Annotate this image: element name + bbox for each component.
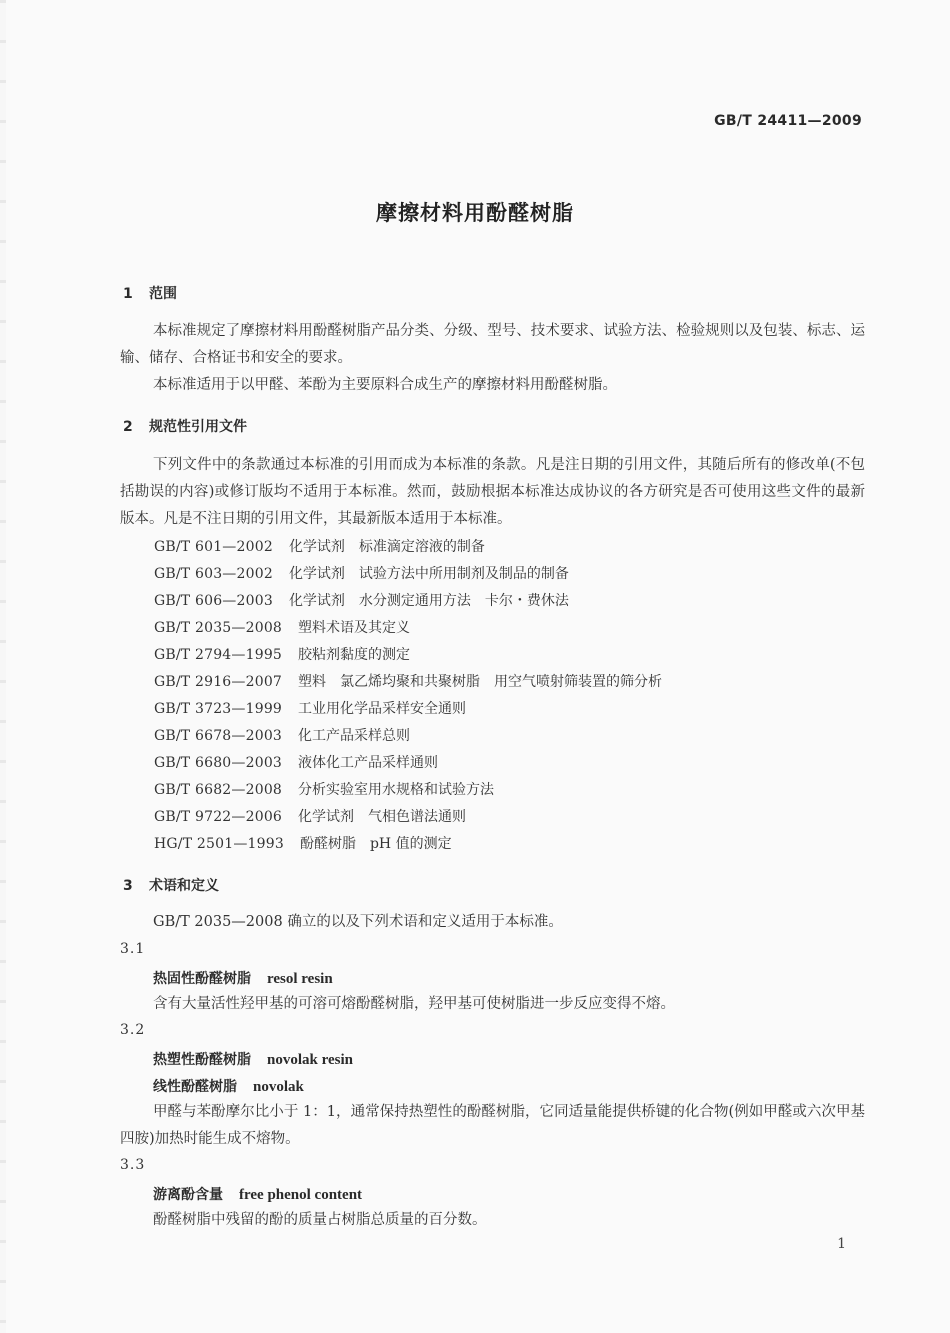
clause-number: 3.2	[120, 1022, 146, 1038]
term-entry	[153, 1076, 304, 1096]
reference-code: HG/T 2501—1993	[154, 836, 284, 852]
term-en: novolak resin	[267, 1052, 353, 1068]
reference-title: 化学试剂 气相色谱法通则	[298, 809, 467, 825]
reference-item	[154, 642, 662, 669]
reference-title: 工业用化学品采样安全通则	[298, 701, 467, 717]
document-title: 摩擦材料用酚醛树脂	[376, 201, 574, 225]
term-en: free phenol content	[239, 1187, 363, 1203]
section-2-heading	[123, 416, 247, 436]
reference-code: GB/T 6678—2003	[154, 728, 283, 744]
reference-code: GB/T 2794—1995	[154, 647, 283, 663]
section-number: 3	[123, 878, 133, 894]
reference-code: GB/T 6682—2008	[154, 782, 283, 798]
scope-paragraph-1: 本标准规定了摩擦材料用酚醛树脂产品分类、分级、型号、技术要求、试验方法、检验规则以及包装、标志、运输、储存、合格证书和安全的要求。	[120, 323, 865, 366]
term-definition: 甲醛与苯酚摩尔比小于 1：1，通常保持热塑性的酚醛树脂，它同适量能提供桥键的化合物(例如甲醛或六次甲基四胺)加热时能生成不熔物。	[120, 1104, 865, 1147]
reference-title: 化学试剂 标准滴定溶液的制备	[288, 539, 485, 555]
term-zh: 热塑性酚醛树脂	[153, 1052, 251, 1068]
term-entry	[153, 968, 333, 988]
reference-item	[154, 750, 662, 777]
section-number: 2	[123, 419, 133, 435]
reference-title: 分析实验室用水规格和试验方法	[298, 782, 495, 798]
scope-paragraph-2: 本标准适用于以甲醛、苯酚为主要原料合成生产的摩擦材料用酚醛树脂。	[153, 377, 617, 393]
reference-title: 塑料 氯乙烯均聚和共聚树脂 用空气喷射筛装置的筛分析	[298, 674, 663, 690]
reference-code: GB/T 6680—2003	[154, 755, 283, 771]
reference-item	[154, 696, 662, 723]
reference-title: 塑料术语及其定义	[298, 620, 411, 636]
term-zh: 线性酚醛树脂	[153, 1079, 237, 1095]
reference-code: GB/T 606—2003	[154, 593, 273, 609]
reference-item	[154, 831, 662, 858]
reference-list	[154, 534, 662, 858]
reference-item	[154, 804, 662, 831]
reference-title: 化学试剂 水分测定通用方法 卡尔・费休法	[288, 593, 569, 609]
section-3-heading	[123, 875, 219, 895]
term-zh: 热固性酚醛树脂	[153, 971, 251, 987]
section-title: 范围	[149, 286, 177, 302]
reference-item	[154, 561, 662, 588]
reference-code: GB/T 603—2002	[154, 566, 273, 582]
reference-code: GB/T 2916—2007	[154, 674, 283, 690]
term-entry	[153, 1184, 362, 1204]
reference-item	[154, 777, 662, 804]
reference-title: 酚醛树脂 pH 值的测定	[299, 836, 452, 852]
reference-item	[154, 534, 662, 561]
reference-title: 胶粘剂黏度的测定	[298, 647, 411, 663]
reference-item	[154, 723, 662, 750]
clause-number: 3.3	[120, 1157, 146, 1173]
term-entry	[153, 1049, 353, 1069]
reference-code: GB/T 3723—1999	[154, 701, 283, 717]
section-title: 术语和定义	[149, 878, 219, 894]
term-en: resol resin	[267, 971, 333, 987]
reference-item	[154, 669, 662, 696]
section-number: 1	[123, 286, 133, 302]
terms-intro: GB/T 2035—2008 确立的以及下列术语和定义适用于本标准。	[153, 914, 563, 930]
reference-title: 液体化工产品采样通则	[298, 755, 439, 771]
term-definition: 含有大量活性羟甲基的可溶可熔酚醛树脂，羟甲基可使树脂进一步反应变得不熔。	[153, 996, 675, 1012]
page-number: 1	[837, 1236, 846, 1252]
reference-item	[154, 588, 662, 615]
term-zh: 游离酚含量	[153, 1187, 223, 1203]
normative-refs-intro: 下列文件中的条款通过本标准的引用而成为本标准的条款。凡是注日期的引用文件，其随后所有的修改单(不包括勘误的内容)或修订版均不适用于本标准。然而，鼓励根据本标准达成协议的各方研究是否可使用这些文件的最新版本。凡是不注日期的引用文件，其最新版本适用于本标准。	[120, 457, 865, 527]
reference-code: GB/T 601—2002	[154, 539, 273, 555]
reference-title: 化学试剂 试验方法中所用制剂及制品的制备	[288, 566, 569, 582]
section-title: 规范性引用文件	[149, 419, 247, 435]
reference-code: GB/T 9722—2006	[154, 809, 283, 825]
term-en: novolak	[253, 1079, 304, 1095]
reference-code: GB/T 2035—2008	[154, 620, 283, 636]
reference-title: 化工产品采样总则	[298, 728, 411, 744]
reference-item	[154, 615, 662, 642]
section-1-heading	[123, 283, 177, 303]
term-definition: 酚醛树脂中残留的酚的质量占树脂总质量的百分数。	[153, 1212, 487, 1228]
clause-number: 3.1	[120, 941, 146, 957]
standard-code: GB/T 24411—2009	[714, 113, 862, 129]
